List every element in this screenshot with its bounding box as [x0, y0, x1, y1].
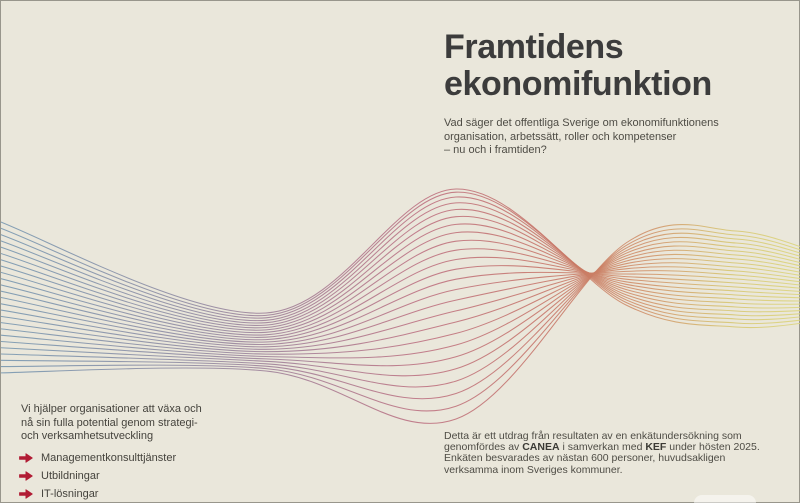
service-label: Utbildningar: [41, 470, 100, 482]
service-label: IT-lösningar: [41, 488, 99, 500]
service-list: [19, 449, 176, 503]
arrow-right-icon: [19, 489, 33, 499]
service-label: Managementkonsulttjänster: [41, 452, 177, 464]
service-item-utbildningar: [19, 467, 176, 485]
company-intro-text: Vi hjälper organisationer att växa och nå sin fulla potential genom strategi- och verksamhetsutveckling: [21, 403, 202, 442]
page-subtitle: Vad säger det offentliga Sverige om ekonomifunktionens organisation, arbetssätt, roller och kompetenser – nu och i framtiden?: [444, 117, 719, 156]
service-item-management: [19, 449, 176, 467]
arrow-right-icon: [19, 453, 33, 463]
arrow-right-icon: [19, 471, 33, 481]
page-title: Framtidens ekonomifunktion: [444, 28, 712, 103]
overlay-artifact: [694, 495, 756, 503]
service-item-it: [19, 485, 176, 503]
survey-note: Detta är ett utdrag från resultaten av en enkätundersökning som genomfördes av CANEA i samverkan med KEF under hösten 2025. Enkäten besvarades av nästan 600 personer, huvudsakligen verksamma inom Sveriges kommuner.: [444, 430, 760, 476]
